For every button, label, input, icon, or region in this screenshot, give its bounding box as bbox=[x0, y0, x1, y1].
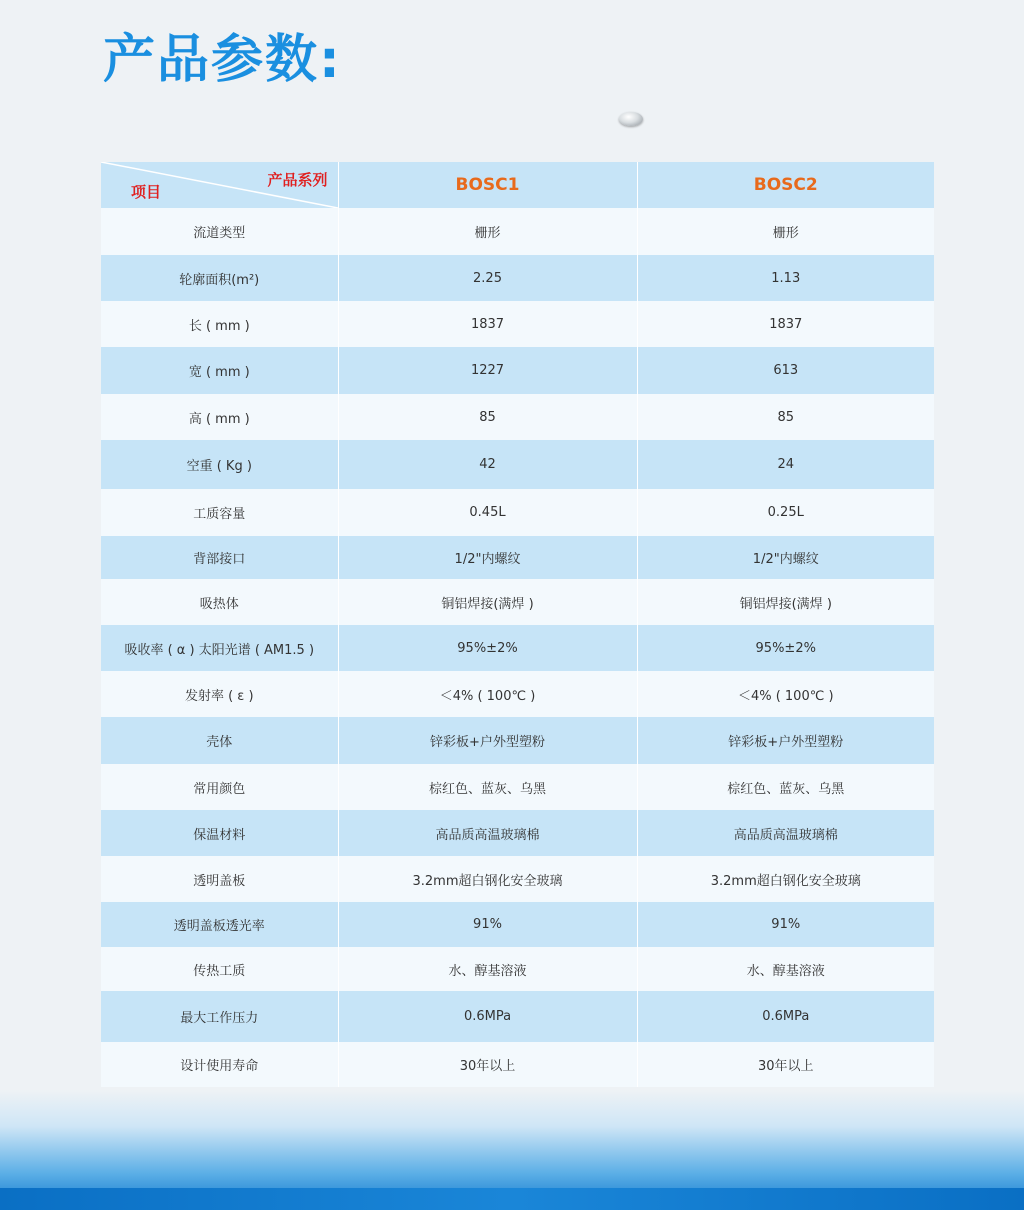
row-label: 设计使用寿命 bbox=[101, 1042, 338, 1087]
row-label: 背部接口 bbox=[101, 536, 338, 579]
value-bosc2: 1.13 bbox=[637, 255, 934, 301]
row-label: 壳体 bbox=[101, 717, 338, 764]
value-bosc2: 24 bbox=[637, 440, 934, 489]
value-bosc2: 1837 bbox=[637, 301, 934, 347]
value-bosc2: 1/2"内螺纹 bbox=[637, 536, 934, 579]
value-bosc1: 1837 bbox=[338, 301, 637, 347]
table-row bbox=[101, 536, 934, 579]
row-label: 传热工质 bbox=[101, 947, 338, 991]
row-label: 吸热体 bbox=[101, 579, 338, 625]
value-bosc1: 42 bbox=[338, 440, 637, 489]
value-bosc1: 栅形 bbox=[338, 208, 637, 255]
row-label: 流道类型 bbox=[101, 208, 338, 255]
table-row bbox=[101, 301, 934, 347]
value-bosc1: 30年以上 bbox=[338, 1042, 637, 1087]
value-bosc1: ＜4% ( 100℃ ) bbox=[338, 671, 637, 717]
page-title: 产品参数: bbox=[103, 30, 342, 90]
value-bosc2: 30年以上 bbox=[637, 1042, 934, 1087]
row-label: 最大工作压力 bbox=[101, 991, 338, 1042]
row-label: 高 ( mm ) bbox=[101, 394, 338, 440]
value-bosc2: 0.25L bbox=[637, 489, 934, 536]
row-label: 轮廓面积(m²) bbox=[101, 255, 338, 301]
row-label: 常用颜色 bbox=[101, 764, 338, 810]
value-bosc2: 高品质高温玻璃棉 bbox=[637, 810, 934, 856]
table-row bbox=[101, 810, 934, 856]
table-row bbox=[101, 856, 934, 902]
spec-table bbox=[101, 162, 934, 1087]
value-bosc1: 3.2mm超白钢化安全玻璃 bbox=[338, 856, 637, 902]
value-bosc1: 锌彩板+户外型塑粉 bbox=[338, 717, 637, 764]
row-label: 宽 ( mm ) bbox=[101, 347, 338, 394]
table-row bbox=[101, 1042, 934, 1087]
row-label: 吸收率 ( α ) 太阳光谱 ( AM1.5 ) bbox=[101, 625, 338, 671]
table-row bbox=[101, 255, 934, 301]
table-row bbox=[101, 947, 934, 991]
value-bosc1: 85 bbox=[338, 394, 637, 440]
corner-label-item: 项目 bbox=[131, 183, 162, 201]
value-bosc1: 棕红色、蓝灰、乌黑 bbox=[338, 764, 637, 810]
row-label: 空重 ( Kg ) bbox=[101, 440, 338, 489]
value-bosc2: 栅形 bbox=[637, 208, 934, 255]
table-row bbox=[101, 764, 934, 810]
value-bosc2: 铜铝焊接(满焊 ) bbox=[637, 579, 934, 625]
value-bosc2: 锌彩板+户外型塑粉 bbox=[637, 717, 934, 764]
table-row bbox=[101, 440, 934, 489]
value-bosc2: 0.6MPa bbox=[637, 991, 934, 1042]
value-bosc2: 613 bbox=[637, 347, 934, 394]
value-bosc2: 棕红色、蓝灰、乌黑 bbox=[637, 764, 934, 810]
table-row bbox=[101, 579, 934, 625]
table-row bbox=[101, 394, 934, 440]
value-bosc1: 0.45L bbox=[338, 489, 637, 536]
decorative-bead bbox=[619, 112, 643, 126]
value-bosc2: 3.2mm超白钢化安全玻璃 bbox=[637, 856, 934, 902]
table-row bbox=[101, 991, 934, 1042]
row-label: 保温材料 bbox=[101, 810, 338, 856]
row-label: 长 ( mm ) bbox=[101, 301, 338, 347]
table-row bbox=[101, 489, 934, 536]
table-row bbox=[101, 671, 934, 717]
bottom-color-bar bbox=[0, 1188, 1024, 1210]
value-bosc2: 水、醇基溶液 bbox=[637, 947, 934, 991]
value-bosc2: 95%±2% bbox=[637, 625, 934, 671]
value-bosc1: 0.6MPa bbox=[338, 991, 637, 1042]
value-bosc2: 85 bbox=[637, 394, 934, 440]
row-label: 透明盖板 bbox=[101, 856, 338, 902]
row-label: 工质容量 bbox=[101, 489, 338, 536]
value-bosc1: 1227 bbox=[338, 347, 637, 394]
value-bosc1: 铜铝焊接(满焊 ) bbox=[338, 579, 637, 625]
value-bosc2: ＜4% ( 100℃ ) bbox=[637, 671, 934, 717]
model-header-bosc2: BOSC2 bbox=[637, 162, 934, 208]
table-header-row bbox=[101, 162, 934, 208]
value-bosc1: 91% bbox=[338, 902, 637, 947]
value-bosc2: 91% bbox=[637, 902, 934, 947]
row-label: 透明盖板透光率 bbox=[101, 902, 338, 947]
table-row bbox=[101, 625, 934, 671]
value-bosc1: 高品质高温玻璃棉 bbox=[338, 810, 637, 856]
table-row bbox=[101, 347, 934, 394]
table-row bbox=[101, 208, 934, 255]
row-label: 发射率 ( ε ) bbox=[101, 671, 338, 717]
value-bosc1: 1/2"内螺纹 bbox=[338, 536, 637, 579]
value-bosc1: 2.25 bbox=[338, 255, 637, 301]
table-row bbox=[101, 717, 934, 764]
corner-header-cell bbox=[101, 162, 338, 208]
model-header-bosc1: BOSC1 bbox=[338, 162, 637, 208]
value-bosc1: 95%±2% bbox=[338, 625, 637, 671]
value-bosc1: 水、醇基溶液 bbox=[338, 947, 637, 991]
table-row bbox=[101, 902, 934, 947]
corner-label-series: 产品系列 bbox=[267, 171, 328, 189]
